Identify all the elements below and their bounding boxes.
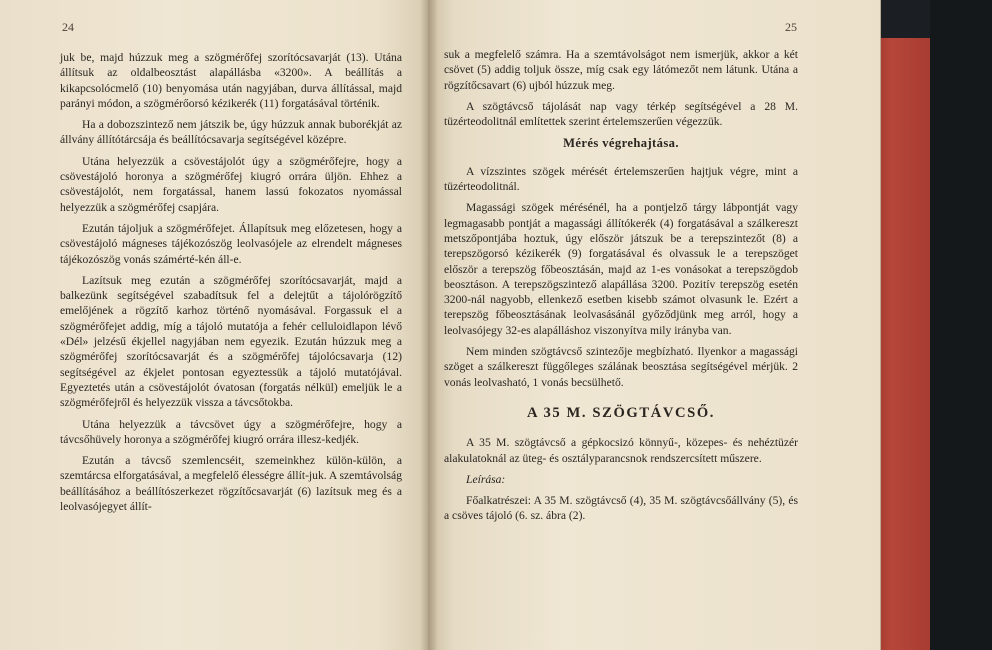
paragraph: juk be, majd húzzuk meg a szögmérőfej szorítócsavarját (13). Utána állítsuk az oldalbeosztást alapállásba «3200». A beállítás a kikapcsolócmelő (10) benyomása után nagyjában, durva állítással, majd parányi módon, a szögmérőorsó kézikerék (11) forgatásával történik. (60, 51, 402, 110)
subheading: Leírása: (466, 472, 506, 486)
paragraph: Ha a dobozszintező nem játszik be, úgy húzzuk annak buborékját az állvány állítótárcsája és beállítócsavarja segítségével középre. (60, 118, 402, 147)
right-page (428, 0, 881, 650)
right-page-text (444, 47, 798, 530)
paragraph: Utána helyezzük a csövestájolót úgy a szögmérőfejre, hogy a csövestájoló horonya a szögmérőfej kiugró orrára üljön. Ehhez a csövestájolót, nem forgatással, hanem lassú fokozatos nyomással helyezzük a szögmérőfej csapjára. (60, 154, 402, 214)
paragraph: A 35 M. szögtávcső a gépkocsizó könnyű-, közepes- és nehéztüzér alakulatoknál az üteg- és osztályparancsnok rendszercsített műszere. (444, 436, 798, 465)
paragraph: Ezután tájoljuk a szögmérőfejet. Állapítsuk meg előzetesen, hogy a csövestájoló mágneses tájékozószög leolvasójele az elrendelt mágneses tájékozószög vonás számérté-kén áll-e. (60, 221, 402, 266)
left-page-text (60, 50, 402, 520)
book-gutter (420, 0, 438, 650)
paragraph: suk a megfelelő számra. Ha a szemtávolságot nem ismerjük, akkor a két csövet (5) addig toljuk össze, míg csak egy látómezőt nem látunk. Utána a rögzítőcsavart (6) ujból húzzuk meg. (444, 48, 798, 92)
paragraph: Lazítsuk meg ezután a szögmérőfej szorítócsavarját, majd a balkezünk segítségével szabadítsuk fel a delejtűt a tájolórögzítő emelőjének a rögzítő karhoz történő nyomásával. Forgassuk el a szögmérőfejet addig, míg a tájoló mutatója a fehér celluloidlapon lévő «Dél» jelzésű ékjellel nagyjában nem egyezik. Ezután húzzuk meg a szögmérőfej szorítócsavarját és a szögmérőfej tájolócsavarja (12) segítségével az ékjelet pontosan egyeztessük a tájoló mutatójával. Egyeztetés után a csövestájolót óvatosan (forgatás nélkül) emeljük le a szögmérőfejről és helyezzük vissza a távcsőtokba. (60, 273, 402, 410)
chapter-heading: A 35 M. SZÖGTÁVCSŐ. (526, 404, 716, 421)
paragraph: Ezután a távcső szemlencséit, szemeinkhez külön-külön, a szemtárcsa elforgatásával, a megfelelő élességre állít-juk. A szemtávolság beállításához a beállítószerkezet rögzítőcsavarját (6) lazítsuk meg és a leolvasójegyet állít- (60, 454, 402, 514)
section-heading: Mérés végrehajtása. (563, 136, 679, 151)
background-edge (930, 0, 992, 650)
paragraph: Magassági szögek mérésénél, ha a pontjelző tárgy lábpontját vagy legmagasabb pontját a magassági állítókerék (4) forgatásával a szálkereszt metszőpontjába hoztuk, úgy először játszuk be a terepszintezőt (8) a terepszögorsó kézikerék (9) forgatásával és olvassuk le a terepszöget először a terepszög főbeosztásán, majd az 1-es vonásokat a terepszögdob beosztáson. A terepszögszintező alapállása 3200. Pozitív terepszög esetén 3200-nál nagyobb, ellenkező esetben kisebb számot olvasunk le. Ezért a terepszög főbeosztásának leolvasásánál győződjünk meg arról, hogy a leolvasójegy 32-es alapálláshoz viszonyítva mily irányba van. (444, 201, 798, 337)
left-page (0, 0, 428, 650)
paragraph: Utána helyezzük a távcsövet úgy a szögmérőfejre, hogy a távcsőhüvely horonya a szögmérőfej kiugró orrára illesz-kedjék. (60, 417, 402, 446)
paragraph: A vízszintes szögek mérését értelemszerűen hajtjuk végre, mint a tüzérteodolitnál. (444, 164, 798, 194)
paragraph: Főalkatrészei: A 35 M. szögtávcső (4), 35 M. szögtávcsőállvány (5), és a csöves tájoló (6. sz. ábra (2). (444, 494, 798, 523)
paragraph: Nem minden szögtávcső szintezője megbízható. Ilyenkor a magassági szöget a szálkereszt függőleges szálának beosztása segítségével mérjük. 2 vonás leolvasható, 1 vonás becsülhető. (444, 345, 798, 389)
page-number-left: 24 (62, 20, 74, 34)
paragraph: A szögtávcső tájolását nap vagy térkép segítségével a 28 M. tüzérteodolitnál említettek szerint értelemszerűen végezzük. (444, 99, 798, 129)
page-number-right: 25 (785, 20, 797, 34)
